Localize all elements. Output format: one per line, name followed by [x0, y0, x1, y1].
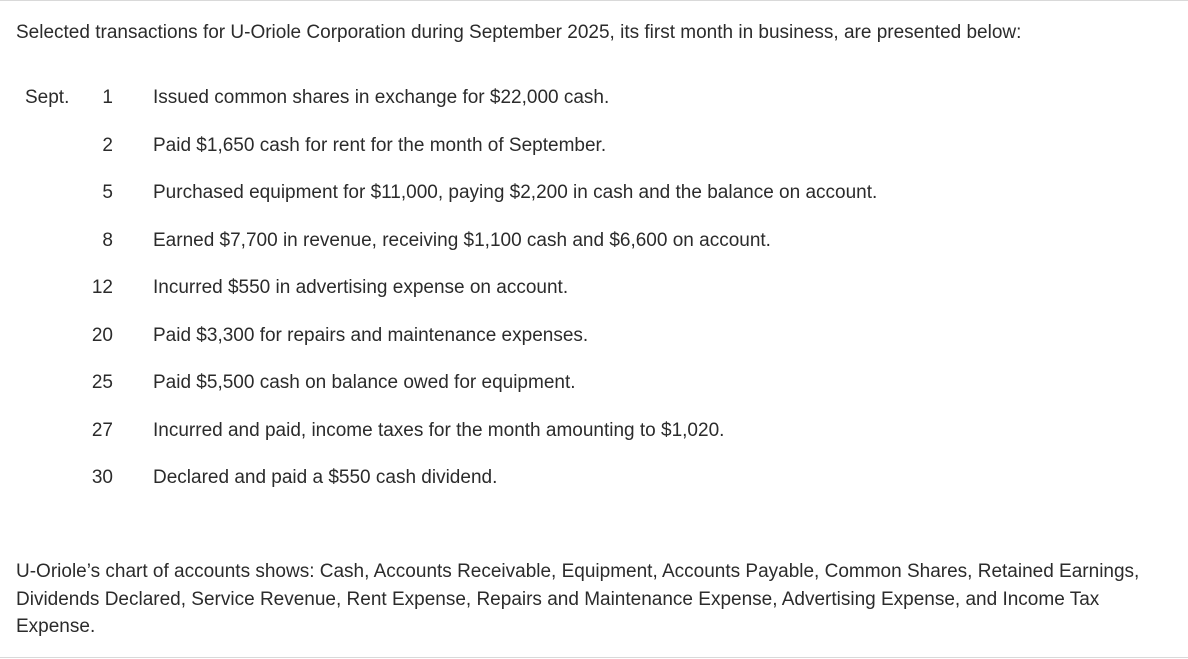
transaction-day: 8 — [102, 229, 113, 251]
transaction-description: Incurred $550 in advertising expense on account. — [153, 277, 569, 298]
transaction-row — [0, 85, 1188, 133]
top-divider — [0, 0, 1188, 1]
month-label: Sept. — [25, 87, 70, 108]
transaction-description: Paid $1,650 cash for rent for the month of September. — [153, 134, 607, 156]
bottom-divider — [0, 657, 1188, 658]
intro-text: Selected transactions for U-Oriole Corporation during September 2025, its first month in business, are presented below: — [16, 22, 1022, 43]
transaction-description: Incurred and paid, income taxes for the month amounting to $1,020. — [153, 419, 725, 441]
transactions-table — [0, 85, 1188, 513]
transaction-row — [0, 133, 1188, 181]
transaction-day: 2 — [102, 134, 113, 156]
chart-of-accounts-text: U-Oriole’s chart of accounts shows: Cash, Accounts Receivable, Equipment, Accounts Payable, Common Shares, Retained Earnings, Dividends Declared, Service Revenue, Rent Expense, Repairs and Maintenance Expense, Advertising Expense, and Income Tax Expense. — [16, 561, 1140, 637]
transaction-day: 30 — [91, 467, 113, 488]
transaction-row — [0, 228, 1188, 276]
transaction-day: 12 — [91, 277, 113, 298]
transaction-day: 5 — [102, 182, 113, 203]
transaction-description: Issued common shares in exchange for $22,000 cash. — [153, 87, 610, 108]
transaction-description: Paid $3,300 for repairs and maintenance expenses. — [153, 324, 589, 346]
transaction-row — [0, 323, 1188, 371]
transaction-row — [0, 275, 1188, 323]
transaction-day: 20 — [91, 324, 113, 346]
transaction-description: Purchased equipment for $11,000, paying $2,200 in cash and the balance on account. — [153, 182, 878, 203]
transaction-day: 25 — [91, 372, 113, 393]
transaction-description: Paid $5,500 cash on balance owed for equipment. — [153, 372, 576, 393]
transaction-row — [0, 465, 1188, 513]
transaction-description: Declared and paid a $550 cash dividend. — [153, 467, 498, 488]
transaction-row — [0, 370, 1188, 418]
transaction-day: 1 — [102, 87, 113, 108]
transaction-day: 27 — [91, 419, 113, 441]
transaction-row — [0, 180, 1188, 228]
transaction-row — [0, 418, 1188, 466]
transaction-description: Earned $7,700 in revenue, receiving $1,100 cash and $6,600 on account. — [153, 229, 771, 251]
